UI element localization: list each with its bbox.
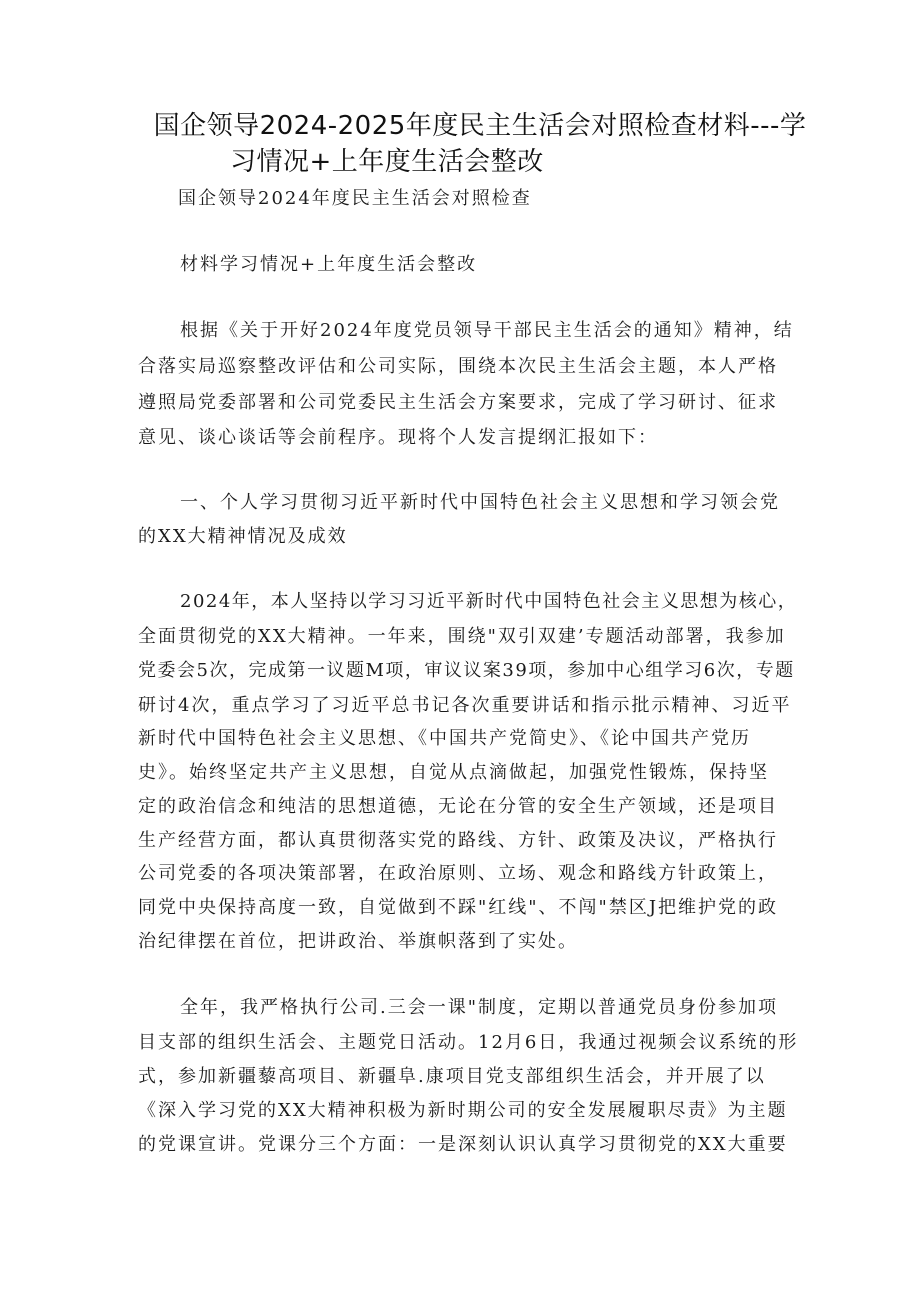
title-line: 国企领导2024-2025年度民主生活会对照检查材料---学: [153, 111, 807, 141]
para1-line: 遵照局党委部署和公司党委民主生活会方案要求，完成了学习研讨、征求: [138, 392, 778, 413]
title-line: 习情况+上年度生活会整改: [230, 147, 544, 177]
subtitle-1: 国企领导2024年度民主生活会对照检查: [178, 188, 532, 209]
document-title: [150, 108, 810, 180]
para1-line: 根据《关于开好2024年度党员领导干部民主生活会的通知》精神，结: [180, 320, 794, 341]
para3-line: 目支部的组织生活会、主题党日活动。12月6日，我通过视频会议系统的形: [138, 1032, 799, 1053]
para1-line: 合落实局巡察整改评估和公司实际，围绕本次民主生活会主题，本人严格: [138, 356, 778, 377]
para3-line: 的党课宣讲。党课分三个方面：一是深刻认识认真学习贯彻党的XX大重要: [138, 1134, 788, 1155]
para2-line: 公司党委的各项决策部署，在政治原则、立场、观念和路线方针政策上，: [138, 863, 778, 884]
para2-line: 同党中央保持高度一致，自觉做到不踩"红线"、不闯"禁区J把维护党的政: [138, 897, 779, 918]
section-heading-line: 的XX大精神情况及成效: [138, 526, 348, 547]
para2-line: 定的政治信念和纯洁的思想道德，无论在分管的安全生产领域，还是项目: [138, 796, 778, 817]
subtitle-2: 材料学习情况+上年度生活会整改: [180, 254, 478, 275]
para2-line: 新时代中国特色社会主义思想、《中国共产党简史》、《论中国共产党历: [138, 728, 751, 749]
para2-line: 史》。始终坚定共产主义思想，自觉从点滴做起，加强党性锻炼，保持坚: [138, 762, 769, 783]
para2-line: 生产经营方面，都认真贯彻落实党的路线、方针、政策及决议，严格执行: [138, 830, 778, 851]
para1-line: 意见、谈心谈话等会前程序。现将个人发言提纲汇报如下：: [138, 427, 658, 448]
section-heading-line: 一、个人学习贯彻习近平新时代中国特色社会主义思想和学习领会党: [180, 492, 780, 513]
para2-line: 治纪律摆在首位，把讲政治、举旗帜落到了实处。: [138, 931, 578, 952]
para3-line: 全年，我严格执行公司.三会一课"制度，定期以普通党员身份参加项: [180, 997, 778, 1018]
para3-line: 《深入学习党的XX大精神积极为新时期公司的安全发展履职尽责》为主题: [138, 1100, 788, 1121]
para2-line: 2024年，本人坚持以学习习近平新时代中国特色社会主义思想为核心，: [180, 591, 798, 612]
para2-line: 党委会5次，完成第一议题M项，审议议案39项，参加中心组学习6次，专题: [138, 660, 795, 681]
para3-line: 式，参加新疆藜高项目、新疆阜.康项目党支部组织生活会，并开展了以: [138, 1066, 766, 1087]
para2-line: 研讨4次，重点学习了习近平总书记各次重要讲话和指示批示精神、习近平: [138, 695, 792, 716]
para2-line: 全面贯彻党的XX大精神。一年来，围绕"双引双建’专题活动部署，我参加: [138, 626, 786, 647]
